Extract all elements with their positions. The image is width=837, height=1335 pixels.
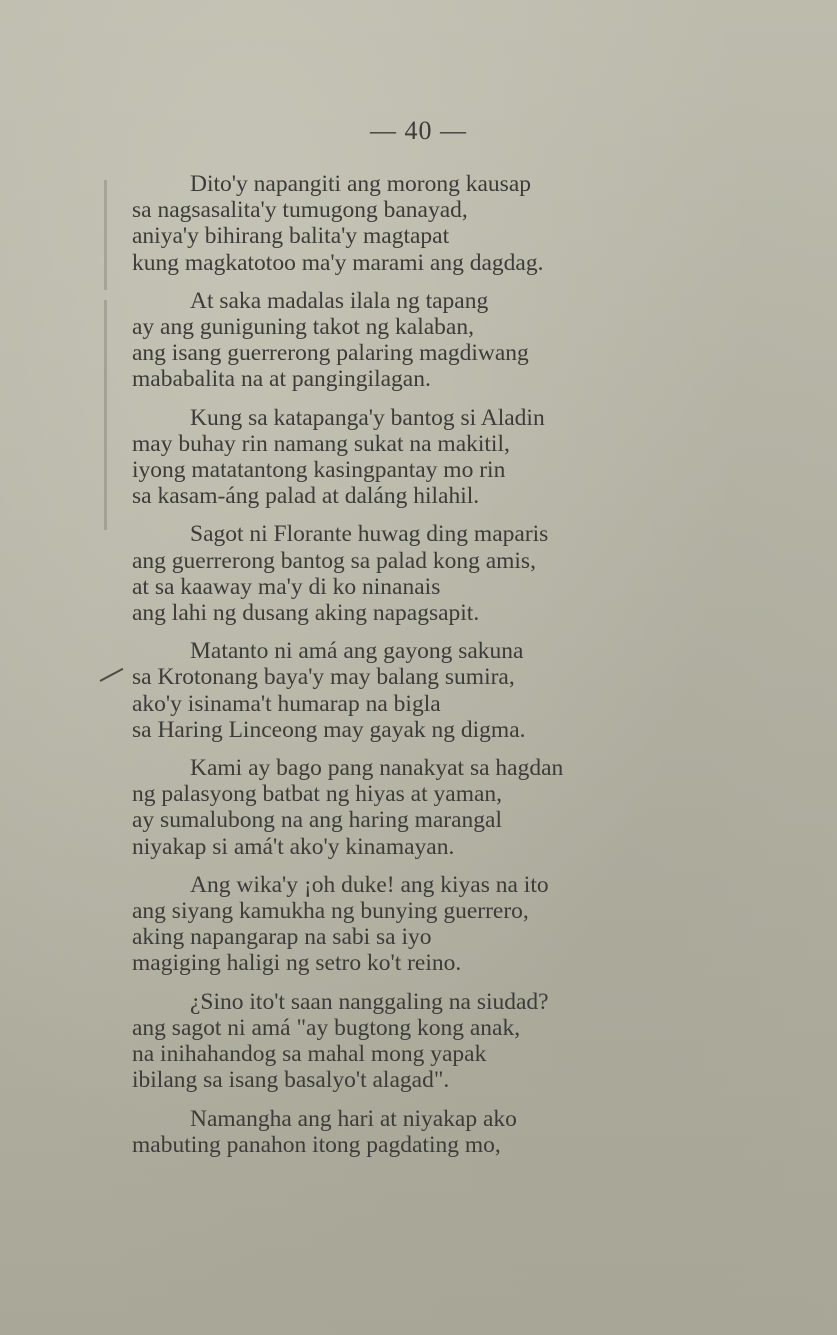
margin-pencil-mark [104, 180, 107, 290]
verse-line: ang sagot ni amá "ay bugtong kong anak, [132, 1014, 521, 1041]
verse-line: ng palasyong batbat ng hiyas at yaman, [132, 781, 503, 808]
stanza [132, 989, 772, 1094]
verse-line: ¿Sino ito't saan nanggaling na siudad? [190, 988, 549, 1015]
verse-line: na inihahandog sa mahal mong yapak [132, 1041, 487, 1068]
verse-line: Kami ay bago pang nanakyat sa hagdan [190, 755, 564, 782]
page-number: — 40 — [370, 116, 467, 145]
verse-line: ay ang guniguning takot ng kalaban, [132, 314, 474, 341]
verse-line: ang guerrerong bantog sa palad kong amis, [132, 547, 536, 574]
margin-pencil-mark [104, 300, 107, 530]
verse-line: may buhay rin namang sukat na makitil, [132, 430, 510, 457]
verse-line: mababalita na at pangingilagan. [132, 366, 431, 393]
verse-line: niyakap si amá't ako'y kinamayan. [132, 833, 455, 860]
verse-line: sa nagsasalita'y tumugong banayad, [132, 197, 468, 224]
verse-line: aking napangarap na sabi sa iyo [132, 924, 432, 951]
verse-line: ang isang guerrerong palaring magdiwang [132, 340, 529, 367]
verse-line: Namangha ang hari at niyakap ako [190, 1105, 517, 1132]
verse-line: aniya'y bihirang balita'y magtapat [132, 223, 450, 250]
verse-line: kung magkatotoo ma'y marami ang dagdag. [132, 249, 544, 276]
stanza [132, 405, 772, 510]
verse-line: sa kasam-áng palad at daláng hilahil. [132, 483, 480, 510]
margin-tick-mark [100, 668, 124, 682]
verse-line: sa Krotonang baya'y may balang sumira, [132, 664, 515, 691]
verse-line: Sagot ni Florante huwag ding maparis [190, 521, 549, 548]
verse-line: At saka madalas ilala ng tapang [190, 287, 489, 314]
stanza [132, 755, 772, 860]
verse-line: Matanto ni amá ang gayong sakuna [190, 638, 524, 665]
verse-line: iyong matatantong kasingpantay mo rin [132, 457, 506, 484]
stanza [132, 638, 772, 743]
verse-line: mabuting panahon itong pagdating mo, [132, 1131, 501, 1158]
verse-line: sa Haring Linceong may gayak ng digma. [132, 716, 526, 743]
verse-line: Ang wika'y ¡oh duke! ang kiyas na ito [190, 871, 549, 898]
stanza [132, 521, 772, 626]
verse-line: ay sumalubong na ang haring marangal [132, 807, 503, 834]
stanza [132, 288, 772, 393]
verse-line: Dito'y napangiti ang morong kausap [190, 171, 532, 197]
poem-body [132, 171, 772, 1170]
verse-line: at sa kaaway ma'y di ko ninanais [132, 573, 441, 600]
verse-line: Kung sa katapanga'y bantog si Aladin [190, 404, 545, 431]
stanza [132, 1106, 772, 1158]
stanza [132, 872, 772, 977]
verse-line: magiging haligi ng setro ko't reino. [132, 950, 462, 977]
verse-line: ibilang sa isang basalyo't alagad". [132, 1067, 450, 1094]
verse-line: ang siyang kamukha ng bunying guerrero, [132, 898, 529, 925]
stanza [132, 171, 772, 276]
verse-line: ang lahi ng dusang aking napagsapit. [132, 600, 480, 627]
verse-line: ako'y isinama't humarap na bigla [132, 690, 441, 717]
